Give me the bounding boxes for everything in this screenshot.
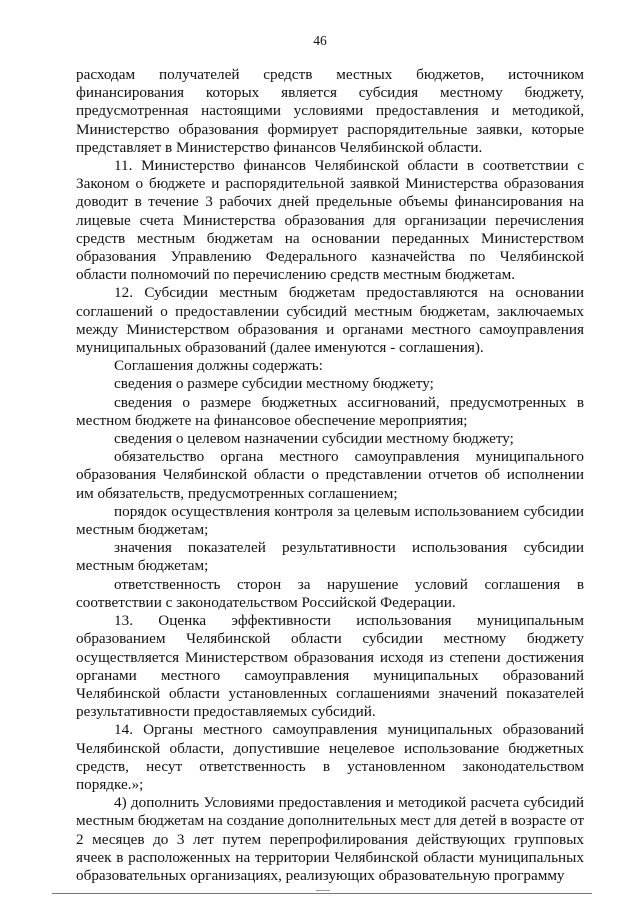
paragraph-6: сведения о размере бюджетных ассигнований, предусмотренных в местном бюджете на финансовое обеспечение мероприятия;	[76, 393, 584, 429]
paragraph-1: расходам получателей средств местных бюджетов, источником финансирования которых является субсидия местному бюджету, предусмотренная настоящими условиями предоставления и методикой, Министерство образования формирует распорядительные заявки, которые представляет в Министерство финансов Челябинской области.	[76, 66, 584, 156]
document-body	[76, 66, 584, 885]
paragraph-3: 12. Субсидии местным бюджетам предоставляются на основании соглашений о предоставлении субсидий местным бюджетам, заключаемых между Министерством образования и органами местного самоуправления муниципальных образований (далее именуются - соглашения).	[76, 284, 584, 357]
paragraph-7: сведения о целевом назначении субсидии местному бюджету;	[114, 430, 514, 448]
footer-divider	[52, 893, 592, 894]
paragraph-9: порядок осуществления контроля за целевым использованием субсидии местным бюджетам;	[76, 502, 584, 539]
paragraph-10: значения показателей результативности использования субсидии местным бюджетам;	[76, 539, 584, 575]
paragraph-12: 13. Оценка эффективности использования муниципальным образованием Челябинской области субсидии местному бюджету осуществляется Министерством образования исходя из степени достижения органами местного самоуправления муниципальных образований Челябинской области установленных соглашениями значений показателей результативности предоставляемых субсидий.	[76, 612, 584, 721]
paragraph-4: Соглашения должны содержать:	[114, 357, 323, 375]
paragraph-11: ответственность сторон за нарушение условий соглашения в соответствии с законодательством Российской Федерации.	[76, 575, 584, 611]
footer-mark	[316, 890, 330, 891]
page-number: 46	[313, 33, 327, 48]
paragraph-14: 4) дополнить Условиями предоставления и методикой расчета субсидий местным бюджетам на создание дополнительных мест для детей в возрасте от 2 месяцев до 3 лет путем перепрофилирования действующих групповых ячеек в расположенных на территории Челябинской области муниципальных образовательных организациях, реализующих образовательную программу	[76, 794, 584, 884]
paragraph-8: обязательство органа местного самоуправления муниципального образования Челябинской области о представлении отчетов об исполнении им обязательств, предусмотренных соглашением;	[76, 448, 584, 502]
paragraph-13: 14. Органы местного самоуправления муниципальных образований Челябинской области, допустившие нецелевое использование бюджетных средств, несут ответственность в установленном законодательством порядке.»;	[76, 721, 584, 793]
paragraph-2: 11. Министерство финансов Челябинской области в соответствии с Законом о бюджете и распорядительной заявкой Министерства образования доводит в течение 3 рабочих дней предельные объемы финансирования на лицевые счета Министерства образования для организации перечисления средств местным бюджетам на основании переданных Министерством образования Управлению Федерального казначейства по Челябинской области полномочий по перечислению средств местным бюджетам.	[76, 157, 584, 284]
paragraph-5: сведения о размере субсидии местному бюджету;	[114, 375, 434, 393]
